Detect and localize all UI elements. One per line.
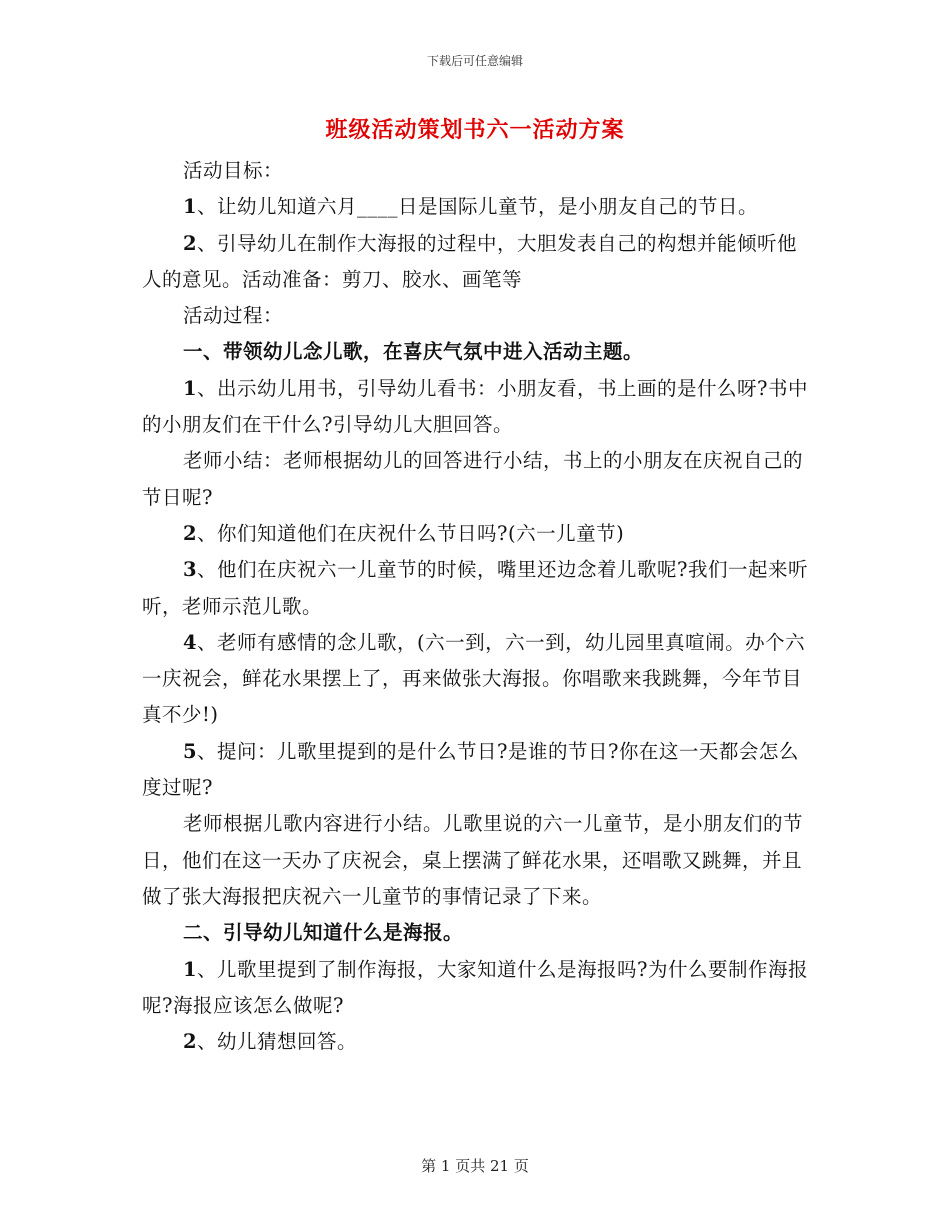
paragraph-number: 4 <box>182 630 198 654</box>
paragraph-poster-step-1 <box>142 952 810 1025</box>
paragraph-text: 活动过程： <box>182 304 283 328</box>
paragraph-text: 、你们知道他们在庆祝什么节日吗?(六一儿童节) <box>197 521 625 545</box>
paragraph-number: 1 <box>182 376 198 400</box>
paragraph-number: 1 <box>182 957 198 981</box>
paragraph-text: 、出示幼儿用书，引导幼儿看书：小朋友看，书上画的是什么呀?书中的小朋友们在干什么?引导幼儿大胆回答。 <box>142 376 808 437</box>
paragraph-text: 活动目标： <box>182 159 283 182</box>
paragraph-number: 2 <box>182 1030 198 1054</box>
paragraph-teacher-summary <box>142 443 810 516</box>
paragraph-text: 、让幼儿知道六月____日是国际儿童节，是小朋友自己的节日。 <box>197 195 759 219</box>
paragraph-text: 一、带领幼儿念儿歌，在喜庆气氛中进入活动主题。 <box>182 340 643 364</box>
page-title: 班级活动策划书六一活动方案 <box>325 117 625 143</box>
paragraph-goals-label <box>142 153 810 189</box>
paragraph-goal-1 <box>142 189 810 225</box>
paragraph-number: 2 <box>182 521 198 545</box>
paragraph-step-3 <box>142 552 810 625</box>
paragraph-text: 、老师有感情的念儿歌，(六一到，六一到，幼儿园里真喧闹。办个六一庆祝会，鲜花水果摆上了，再来做张大海报。你唱歌来我跳舞，今年节目真不少!) <box>142 630 806 727</box>
paragraph-step-1 <box>142 371 810 444</box>
paragraph-teacher-conclusion <box>142 806 810 915</box>
paragraph-step-2 <box>142 516 810 552</box>
paragraph-goal-2 <box>142 226 810 299</box>
document-body <box>142 153 810 1060</box>
paragraph-number: 5 <box>182 739 198 763</box>
paragraph-step-5 <box>142 734 810 807</box>
paragraph-number: 2 <box>182 231 198 255</box>
paragraph-text: 、幼儿猜想回答。 <box>197 1030 358 1054</box>
paragraph-text: 、他们在庆祝六一儿童节的时候，嘴里还边念着儿歌呢?我们一起来听听，老师示范儿歌。 <box>142 558 808 618</box>
paragraph-text: 老师小结：老师根据幼儿的回答进行小结，书上的小朋友在庆祝自己的节日呢? <box>142 449 803 509</box>
paragraph-number: 3 <box>182 558 198 582</box>
paragraph-text: 、儿歌里提到了制作海报，大家知道什么是海报吗?为什么要制作海报呢?海报应该怎么做呢? <box>142 957 808 1017</box>
paragraph-poster-step-2 <box>142 1024 810 1060</box>
paragraph-number: 1 <box>182 195 198 219</box>
paragraph-step-4 <box>142 625 810 734</box>
page-footer: 第 1 页共 21 页 <box>421 1157 529 1175</box>
paragraph-text: 老师根据儿歌内容进行小结。儿歌里说的六一儿童节，是小朋友们的节日，他们在这一天办了庆祝会，桌上摆满了鲜花水果，还唱歌又跳舞，并且做了张大海报把庆祝六一儿童节的事情记录了下来。 <box>142 812 803 908</box>
paragraph-process-label <box>142 298 810 334</box>
section-heading-1 <box>142 334 810 370</box>
page-header: 下载后可任意编辑 <box>426 54 523 68</box>
paragraph-text: 、提问：儿歌里提到的是什么节日?是谁的节日?你在这一天都会怎么度过呢? <box>142 739 799 800</box>
paragraph-text: 、引导幼儿在制作大海报的过程中，大胆发表自己的构想并能倾听他人的意见。活动准备：剪刀、胶水、画笔等 <box>142 231 798 291</box>
section-heading-2 <box>142 915 810 951</box>
paragraph-text: 二、引导幼儿知道什么是海报。 <box>182 921 463 945</box>
